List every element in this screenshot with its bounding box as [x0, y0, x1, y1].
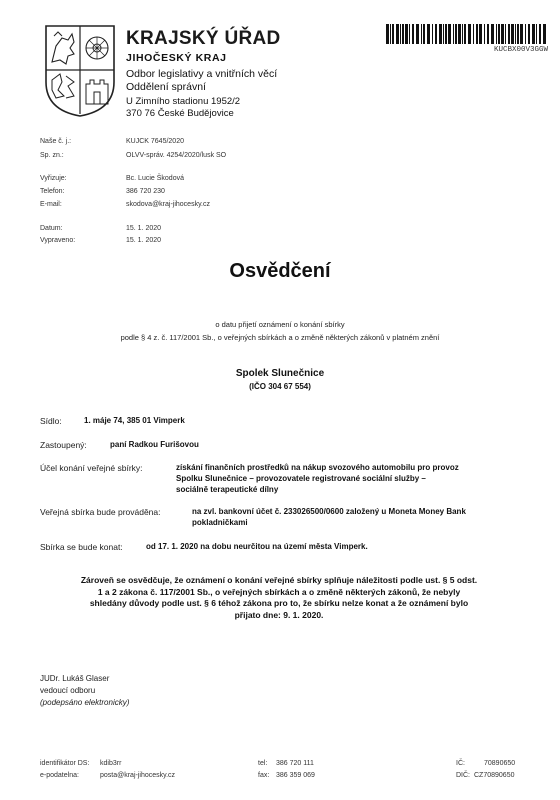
barcode-bar — [439, 24, 442, 44]
barcode-bar — [432, 24, 433, 44]
meta-label-date: Datum: — [40, 225, 63, 232]
confirmation-line: Zároveň se osvědčuje, že oznámení o konání veřejné sbírky splňuje náležitosti podle ust. § 5 odst. — [80, 575, 478, 585]
field-value-purpose: Spolku Slunečnice – provozovatele registrované sociální služby – — [176, 474, 426, 483]
barcode-bar — [539, 24, 541, 44]
field-value-method: pokladničkami — [192, 518, 248, 527]
signature-role: vedoucí odboru — [40, 686, 96, 695]
footer-ds-label: identifikátor DS: — [40, 760, 90, 767]
barcode-bar — [476, 24, 478, 44]
meta-value-ref: KUJCK 7645/2020 — [126, 138, 184, 145]
coat-of-arms-icon — [44, 24, 116, 118]
signature-note: (podepsáno elektronicky) — [40, 698, 130, 707]
meta-value-spzn: OLVV-správ. 4254/2020/lusk SO — [126, 152, 227, 159]
entity-ico: (IČO 304 67 554) — [249, 382, 311, 391]
department-line: Odbor legislativy a vnitřních věcí — [126, 68, 278, 80]
barcode-bar — [496, 24, 497, 44]
field-value-represented: paní Radkou Furišovou — [110, 440, 199, 449]
barcode-bar — [396, 24, 399, 44]
field-value-purpose: získání finančních prostředků na nákup svozového automobilu pro provoz — [176, 463, 459, 472]
barcode-bar — [455, 24, 457, 44]
barcode-bar — [520, 24, 523, 44]
footer-ds-value: kdib3rr — [100, 760, 122, 767]
footer-ic-value: 70890650 — [484, 760, 516, 767]
meta-label-sent: Vypraveno: — [40, 237, 76, 244]
field-label-method: Veřejná sbírka bude prováděna: — [40, 507, 161, 517]
org-name: KRAJSKÝ ÚŘAD — [126, 28, 281, 49]
document-subtitle: o datu přijetí oznámení o konání sbírky — [215, 320, 345, 329]
barcode-bar — [445, 24, 447, 44]
barcode-bar — [453, 24, 454, 44]
barcode-bar — [435, 24, 437, 44]
meta-value-phone: 386 720 230 — [126, 188, 165, 195]
barcode-bar — [487, 24, 489, 44]
meta-value-date: 15. 1. 2020 — [126, 225, 162, 232]
barcode-bar — [458, 24, 461, 44]
meta-label-ref: Naše č. j.: — [40, 138, 72, 145]
field-value-duration: od 17. 1. 2020 na dobu neurčitou na území města Vimperk. — [146, 542, 368, 551]
barcode-bar — [412, 24, 414, 44]
footer-tel-value: 386 720 111 — [276, 760, 314, 767]
meta-label-spzn: Sp. zn.: — [40, 152, 64, 159]
barcode-bar — [501, 24, 504, 44]
barcode-bar — [479, 24, 482, 44]
barcode-bar — [532, 24, 535, 44]
barcode-bar — [421, 24, 422, 44]
footer-fax-value: 386 359 069 — [276, 772, 315, 779]
barcode-bar — [392, 24, 394, 44]
meta-label-email: E-mail: — [40, 201, 62, 208]
document-title: Osvědčení — [229, 260, 331, 282]
field-value-seat: 1. máje 74, 385 01 Vimperk — [84, 416, 185, 425]
footer-dic-value: CZ70890650 — [474, 772, 515, 779]
signature-name: JUDr. Lukáš Glaser — [40, 674, 110, 683]
field-label-represented: Zastoupený: — [40, 440, 87, 450]
barcode-bar — [515, 24, 516, 44]
footer-podatelna-label: e-podatelna: — [40, 772, 79, 779]
barcode-bar — [386, 24, 389, 44]
confirmation-line: přijato dne: 9. 1. 2020. — [234, 609, 324, 620]
barcode-bar — [402, 24, 404, 44]
barcode-bar — [464, 24, 466, 44]
footer-tel-label: tel: — [258, 760, 268, 767]
barcode-bar — [405, 24, 408, 44]
barcode-text: KUCBX00V3GGW — [493, 46, 548, 54]
barcode-bar — [498, 24, 500, 44]
confirmation-line: shledány důvody podle ust. § 6 téhož zákona pro to, že sbírku nelze konat a že oznámení bylo — [89, 598, 469, 608]
barcode-bar — [484, 24, 485, 44]
confirmation-paragraph — [40, 575, 518, 621]
barcode-bar — [473, 24, 474, 44]
org-region: JIHOČESKÝ KRAJ — [126, 52, 227, 64]
document-subtitle: podle § 4 z. č. 117/2001 Sb., o veřejných sbírkách a o změně některých zákonů v platném znění — [120, 333, 440, 342]
field-label-seat: Sídlo: — [40, 416, 62, 426]
meta-value-sent: 15. 1. 2020 — [126, 237, 162, 244]
field-value-purpose: sociálně terapeutické dílny — [176, 485, 279, 494]
barcode-bar — [423, 24, 425, 44]
barcode-bar — [400, 24, 401, 44]
field-label-duration: Sbírka se bude konat: — [40, 542, 123, 552]
barcode-bar — [511, 24, 514, 44]
barcode-bar — [409, 24, 410, 44]
barcode-bar — [505, 24, 506, 44]
barcode-bar — [416, 24, 419, 44]
barcode-bar — [448, 24, 451, 44]
entity-name: Spolek Slunečnice — [235, 368, 325, 379]
address-line: U Zimního stadionu 1952/2 — [126, 96, 241, 107]
footer-fax-label: fax: — [258, 772, 270, 779]
barcode-bar — [491, 24, 494, 44]
meta-value-email[interactable]: skodova@kraj-jihocesky.cz — [126, 201, 211, 208]
confirmation-line: 1 a 2 zákona č. 117/2001 Sb., o veřejných sbírkách a o změně některých zákonů, že nebyly — [97, 586, 461, 597]
field-label-purpose: Účel konání veřejné sbírky: — [40, 463, 143, 473]
footer-ic-label: IČ: — [456, 760, 465, 767]
barcode-bar — [543, 24, 546, 44]
barcode-bar — [517, 24, 519, 44]
barcode-bar — [536, 24, 537, 44]
barcode-bar — [443, 24, 444, 44]
address-line: 370 76 České Budějovice — [126, 108, 234, 119]
field-value-method: na zvl. bankovní účet č. 233026500/0600 založený u Moneta Money Bank — [192, 507, 466, 516]
footer-podatelna-value[interactable]: posta@kraj-jihocesky.cz — [100, 772, 176, 779]
footer-dic-label: DIČ: — [456, 772, 470, 779]
barcode-bar — [468, 24, 471, 44]
barcode-bar — [508, 24, 510, 44]
barcode-bar — [427, 24, 430, 44]
department-line: Oddělení správní — [126, 81, 206, 93]
barcode-bar — [525, 24, 526, 44]
meta-value-handler: Bc. Lucie Škodová — [126, 175, 184, 182]
meta-label-handler: Vyřizuje: — [40, 175, 67, 182]
barcode-bar — [462, 24, 463, 44]
barcode-icon — [386, 24, 548, 44]
barcode-bar — [390, 24, 391, 44]
barcode-bar — [528, 24, 530, 44]
meta-label-phone: Telefon: — [40, 188, 65, 195]
